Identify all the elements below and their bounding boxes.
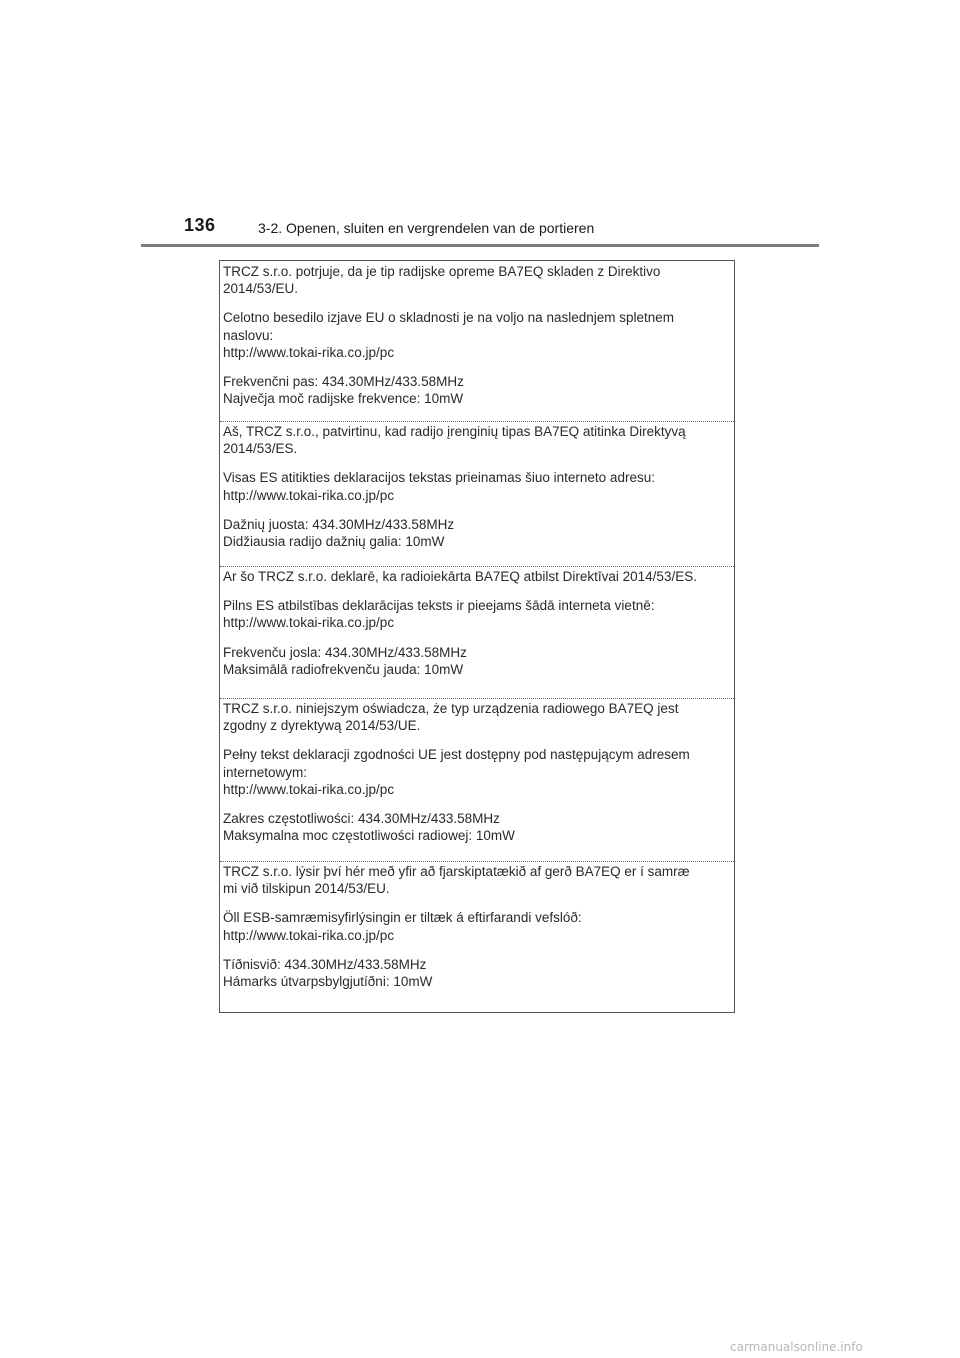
declaration-block-latvian (220, 566, 734, 678)
declaration-url: http://www.tokai-rika.co.jp/pc (223, 927, 395, 943)
declaration-line: Frekvenču josla: 434.30MHz/433.58MHz (223, 644, 467, 660)
declaration-line: naslovu: (223, 327, 274, 343)
declaration-line: Didžiausia radijo dažnių galia: 10mW (223, 534, 445, 550)
declaration-line: 2014/53/ES. (223, 441, 298, 457)
declaration-block-lithuanian (220, 421, 734, 550)
declaration-line: mi við tilskipun 2014/53/EU. (223, 881, 390, 897)
declaration-line: Tíðnisvið: 434.30MHz/433.58MHz (223, 956, 427, 972)
paragraph-gap (223, 897, 731, 909)
page-number: 136 (184, 215, 216, 235)
declaration-line: Visas ES atitikties deklaracijos tekstas prieinamas šiuo interneto adresu: (223, 470, 655, 486)
paragraph-gap (223, 361, 731, 373)
declaration-url: http://www.tokai-rika.co.jp/pc (223, 781, 395, 797)
paragraph-gap (223, 297, 731, 309)
paragraph-gap (223, 798, 731, 810)
paragraph-gap (223, 504, 731, 516)
declaration-line: Maksimālā radiofrekvenču jauda: 10mW (223, 661, 464, 677)
declaration-line: Maksymalna moc częstotliwości radiowej: 10mW (223, 828, 515, 844)
declaration-line: Pilns ES atbilstības deklarācijas teksts ir pieejams šādā interneta vietnē: (223, 598, 655, 614)
declaration-line: internetowym: (223, 764, 308, 780)
declaration-line: Öll ESB-samræmisyfirlýsingin er tiltæk á eftirfarandi vefslóð: (223, 910, 582, 926)
declaration-url: http://www.tokai-rika.co.jp/pc (223, 344, 395, 360)
declaration-block-icelandic (220, 861, 734, 990)
declaration-block-polish (220, 698, 734, 844)
declaration-line: Zakres częstotliwości: 434.30MHz/433.58MHz (223, 811, 500, 827)
declaration-line: zgodny z dyrektywą 2014/53/UE. (223, 718, 421, 734)
paragraph-gap (223, 734, 731, 746)
section-title: 3-2. Openen, sluiten en vergrendelen van de portieren (258, 220, 595, 236)
watermark-text: carmanualsonline.info (730, 1340, 863, 1354)
declaration-line: Dažnių juosta: 434.30MHz/433.58MHz (223, 516, 455, 532)
declaration-line: Največja moč radijske frekvence: 10mW (223, 391, 464, 407)
declaration-line: TRCZ s.r.o. potrjuje, da je tip radijske opreme BA7EQ skladen z Direktivo (223, 264, 661, 279)
declaration-block-slovenian (220, 261, 734, 407)
declaration-line: Celotno besedilo izjave EU o skladnosti je na voljo na naslednjem spletnem (223, 310, 675, 326)
header-divider (141, 244, 819, 247)
declaration-line: Ar šo TRCZ s.r.o. deklarē, ka radioiekārta BA7EQ atbilst Direktīvai 2014/53/ES. (223, 569, 697, 584)
declaration-url: http://www.tokai-rika.co.jp/pc (223, 615, 395, 631)
paragraph-gap (223, 944, 731, 956)
declaration-line: TRCZ s.r.o. lýsir því hér með yfir að fjarskiptatækið af gerð BA7EQ er í samræ (223, 864, 690, 879)
declaration-line: Aš, TRCZ s.r.o., patvirtinu, kad radijo įrenginių tipas BA7EQ atitinka Direktyvą (223, 424, 686, 439)
declaration-line: TRCZ s.r.o. niniejszym oświadcza, że typ urządzenia radiowego BA7EQ jest (223, 701, 679, 716)
declaration-url: http://www.tokai-rika.co.jp/pc (223, 487, 395, 503)
paragraph-gap (223, 585, 731, 597)
declaration-line: Frekvenčni pas: 434.30MHz/433.58MHz (223, 374, 464, 390)
declaration-line: Hámarks útvarpsbylgjutíðni: 10mW (223, 974, 433, 990)
paragraph-gap (223, 632, 731, 644)
declaration-line: 2014/53/EU. (223, 281, 299, 297)
paragraph-gap (223, 457, 731, 469)
declaration-box (219, 260, 735, 1013)
declaration-line: Pełny tekst deklaracji zgodności UE jest dostępny pod następującym adresem (223, 747, 690, 763)
